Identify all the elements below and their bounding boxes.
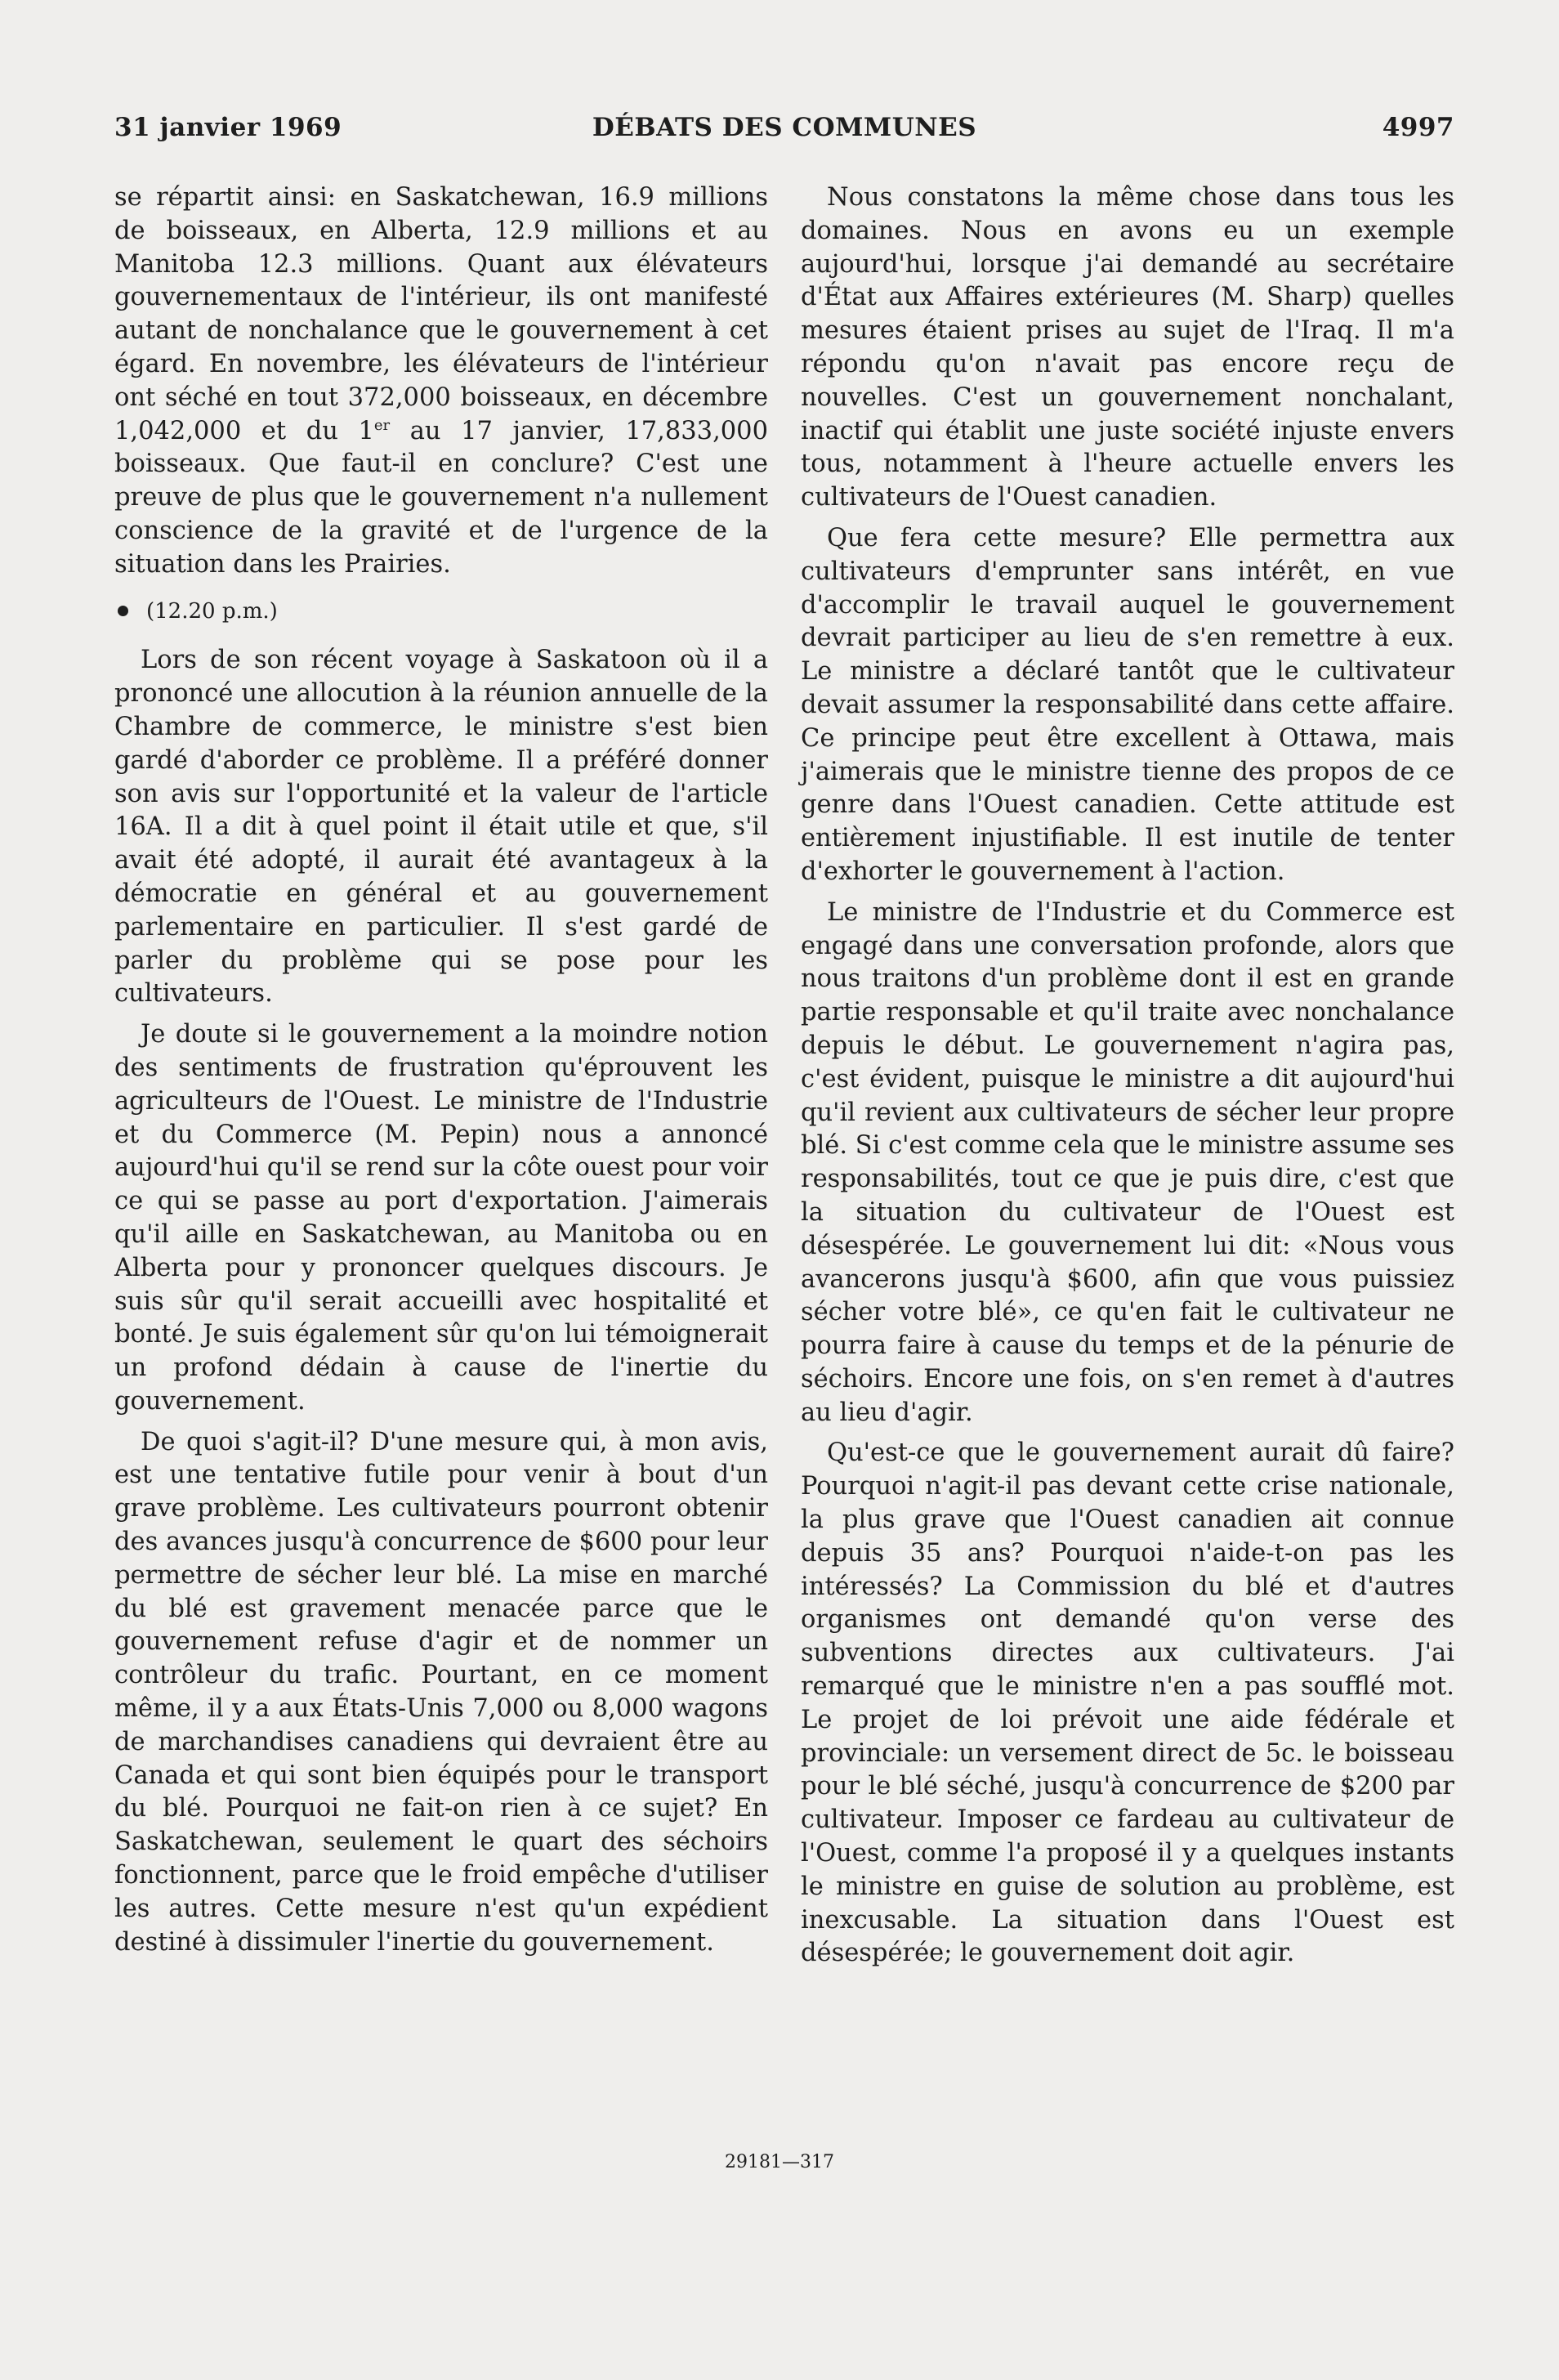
- left-column: [114, 181, 768, 1966]
- superscript: er: [373, 416, 391, 434]
- paragraph: Que fera cette mesure? Elle permettra aux cultivateurs d'emprunter sans intérêt, en vue d'accomplir le travail auquel le gouvernement devrait participer au lieu de s'en remettre à eux. Le ministre a déclaré tantôt que le cultivateur devait assumer la responsabilité dans cette affaire. Ce principe peut être excellent à Ottawa, mais j'aimerais que le ministre tienne des propos de ce genre dans l'Ouest canadien. Cette attitude est entièrement injustifiable. Il est inutile de tenter d'exhorter le gouvernement à l'action.: [801, 523, 1454, 886]
- paragraph: De quoi s'agit-il? D'une mesure qui, à mon avis, est une tentative futile pour venir à bout d'un grave problème. Les cultivateurs pourront obtenir des avances jusqu'à concurrence de $600 pour leur permettre de sécher leur blé. La mise en marché du blé est gravement menacée parce que le gouvernement refuse d'agir et de nommer un contrôleur du trafic. Pourtant, en ce moment même, il y a aux États-Unis 7,000 ou 8,000 wagons de marchandises canadiens qui devraient être au Canada et qui sont bien équipés pour le transport du blé. Pourquoi ne fait-on rien à ce sujet? En Saskatchewan, seulement le quart des séchoirs fonctionnent, parce que le froid empêche d'utiliser les autres. Cette mesure n'est qu'un expédient destiné à dissimuler l'inertie du gouvernement.: [114, 1427, 768, 1957]
- paragraph: Je doute si le gouvernement a la moindre notion des sentiments de frustration qu'éprouvent les agriculteurs de l'Ouest. Le ministre de l'Industrie et du Commerce (M. Pepin) nous a annoncé aujourd'hui qu'il se rend sur la côte ouest pour voir ce qui se passe au port d'exportation. J'aimerais qu'il aille en Saskatchewan, au Manitoba ou en Alberta pour y prononcer quelques discours. Je suis sûr qu'il serait accueilli avec hospitalité et bonté. Je suis également sûr qu'on lui témoignerait un profond dédain à cause de l'inertie du gouvernement.: [114, 1020, 768, 1416]
- bullet-icon: [118, 606, 128, 616]
- paragraph: [114, 181, 768, 582]
- paragraph: Nous constatons la même chose dans tous les domaines. Nous en avons eu un exemple aujourd'hui, lorsque j'ai demandé au secrétaire d'État aux Affaires extérieures (M. Sharp) quelles mesures étaient prises au sujet de l'Iraq. Il m'a répondu qu'on n'avait pas encore reçu de nouvelles. C'est un gouvernement nonchalant, inactif qui établit une juste société injuste envers tous, notamment à l'heure actuelle envers les cultivateurs de l'Ouest canadien.: [801, 183, 1454, 512]
- page-number: 4997: [1382, 113, 1454, 142]
- paragraph-text: se répartit ainsi: en Saskatchewan, 16.9 millions de boisseaux, en Alberta, 12.9 millions et au Manitoba 12.3 millions. Quant aux élévateurs gouvernementaux de l'intérieur, ils ont manifesté autant de nonchalance que le gouvernement à cet égard. En novembre, les élévateurs de l'intérieur ont séché en tout 372,000 boisseaux, en décembre 1,042,000 et du 1: [114, 183, 768, 445]
- time-marker: [114, 595, 768, 629]
- paragraph: Lors de son récent voyage à Saskatoon où il a prononcé une allocution à la réunion annuelle de la Chambre de commerce, le ministre s'est bien gardé d'aborder ce problème. Il a préféré donner son avis sur l'opportunité et la valeur de l'article 16A. Il a dit à quel point il était utile et que, s'il avait été adopté, il aurait été avantageux à la démocratie en général et au gouvernement parlementaire en particulier. Il s'est gardé de parler du problème qui se pose pour les cultivateurs.: [114, 646, 768, 1009]
- right-column: [801, 181, 1454, 1978]
- time-text: (12.20 p.m.): [146, 598, 278, 624]
- paragraph-text: au 17 janvier, 17,833,000 boisseaux. Que faut-il en conclure? C'est une preuve de plus que le gouvernement n'a nullement conscience de la gravité et de l'urgence de la situation dans les Prairies.: [114, 416, 768, 579]
- header-title: DÉBATS DES COMMUNES: [592, 113, 977, 142]
- printer-signature: 29181—317: [725, 2152, 834, 2172]
- page-header: [114, 113, 1454, 154]
- paragraph: Qu'est-ce que le gouvernement aurait dû faire? Pourquoi n'agit-il pas devant cette crise nationale, la plus grave que l'Ouest canadien ait connue depuis 35 ans? Pourquoi n'aide-t-on pas les intéressés? La Commission du blé et d'autres organismes ont demandé qu'on verse des subventions directes aux cultivateurs. J'ai remarqué que le ministre n'en a pas soufflé mot. Le projet de loi prévoit une aide fédérale et provinciale: un versement direct de 5c. le boisseau pour le blé séché, jusqu'à concurrence de $200 par cultivateur. Imposer ce fardeau au cultivateur de l'Ouest, comme l'a proposé il y a quelques instants le ministre en guise de solution au problème, est inexcusable. La situation dans l'Ouest est désespérée; le gouvernement doit agir.: [801, 1438, 1454, 1968]
- header-date: 31 janvier 1969: [114, 113, 342, 142]
- paragraph: Le ministre de l'Industrie et du Commerce est engagé dans une conversation profonde, alors que nous traitons d'un problème dont il est en grande partie responsable et qu'il traite avec nonchalance depuis le début. Le gouvernement n'agira pas, c'est évident, puisque le ministre a dit aujourd'hui qu'il revient aux cultivateurs de sécher leur propre blé. Si c'est comme cela que le ministre assume ses responsabilités, tout ce que je puis dire, c'est que la situation du cultivateur de l'Ouest est désespérée. Le gouvernement lui dit: «Nous vous avancerons jusqu'à $600, afin que vous puissiez sécher votre blé», ce qu'en fait le cultivateur ne pourra faire à cause du temps et de la pénurie de séchoirs. Encore une fois, on s'en remet à d'autres au lieu d'agir.: [801, 897, 1454, 1427]
